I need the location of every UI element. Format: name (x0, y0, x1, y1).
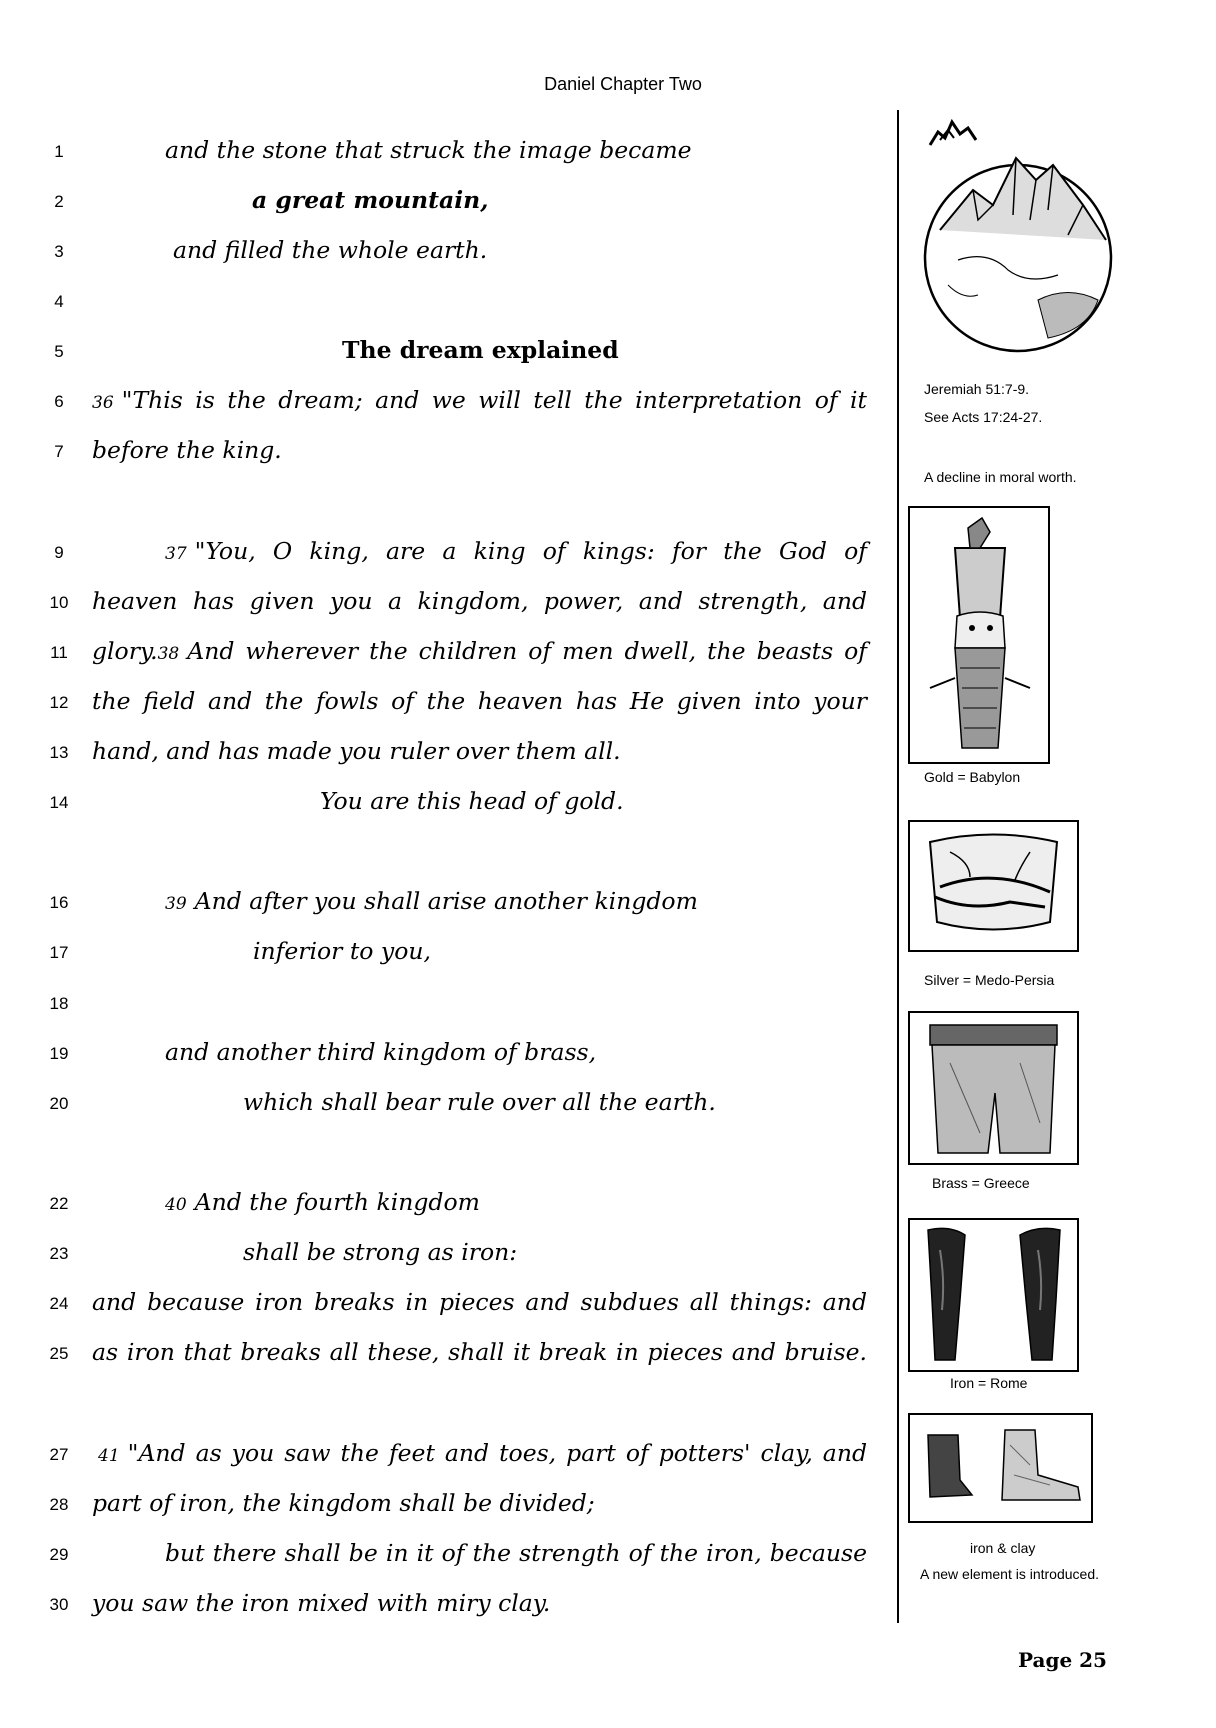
verse-number: 37 (165, 544, 187, 564)
line-text (320, 787, 624, 815)
line-text (92, 1589, 550, 1617)
line-number: 12 (49, 693, 69, 712)
caption-iron: Iron = Rome (950, 1375, 1028, 1391)
line-number: 17 (49, 943, 69, 962)
line-text (165, 537, 867, 565)
line-number: 7 (54, 442, 64, 461)
line-number: 23 (49, 1244, 69, 1263)
verse-number: 38 (157, 644, 180, 664)
verse-text: "You, O king, are a king of kings: for the God of (194, 537, 867, 565)
line-text (92, 386, 867, 414)
line-number: 30 (49, 1595, 69, 1614)
line-text (165, 887, 698, 915)
line-number: 27 (49, 1445, 69, 1464)
verse-text: shall be strong as iron: (243, 1238, 518, 1266)
verse-text: inferior to you, (253, 937, 431, 965)
line-text (243, 1238, 517, 1266)
verse-text: which shall bear rule over all the earth. (243, 1088, 716, 1116)
gold-head-illustration (908, 506, 1050, 764)
line-text (92, 1338, 867, 1366)
line-number: 6 (54, 392, 64, 411)
line-number: 19 (49, 1044, 69, 1063)
line-number: 25 (49, 1344, 69, 1363)
verse-number: 40 (165, 1195, 187, 1215)
verse-text: "And as you saw the feet and toes, part of potters' clay, and (127, 1439, 867, 1467)
line-text (165, 1188, 480, 1216)
line-number: 14 (49, 793, 69, 812)
line-number: 18 (49, 994, 69, 1013)
verse-text: part of iron, the kingdom shall be divided; (92, 1489, 595, 1517)
verse-text: hand, and has made you ruler over them all. (92, 737, 621, 765)
line-number: 2 (54, 192, 64, 211)
verse-text: and the stone that struck the image became (165, 136, 692, 164)
verse-text: and because iron breaks in pieces and subdues all things: and (92, 1288, 867, 1316)
verse-text: The dream explained (342, 336, 619, 364)
sidebar-note: A decline in moral worth. (924, 469, 1077, 485)
line-text (92, 637, 867, 665)
line-number: 24 (49, 1294, 69, 1313)
caption-iron-clay: iron & clay (970, 1540, 1036, 1556)
mountain-globe-illustration (918, 110, 1118, 360)
brass-thighs-illustration (908, 1011, 1079, 1165)
verse-number: 39 (165, 894, 187, 914)
line-text (92, 587, 867, 615)
iron-clay-feet-illustration (908, 1413, 1093, 1523)
verse-text: heaven has given you a kingdom, power, and strength, and (92, 587, 867, 615)
verse-text: and another third kingdom of brass, (165, 1038, 597, 1066)
verse-text: you saw the iron mixed with miry clay. (92, 1589, 551, 1617)
caption-silver: Silver = Medo-Persia (924, 972, 1055, 988)
verse-text: And after you shall arise another kingdom (194, 887, 698, 915)
caption-new-element: A new element is introduced. (920, 1566, 1099, 1582)
line-text (173, 236, 487, 264)
line-number: 13 (49, 743, 69, 762)
line-text (92, 737, 621, 765)
verse-text: And the fourth kingdom (194, 1188, 480, 1216)
line-text (92, 1489, 595, 1517)
line-number: 16 (49, 893, 69, 912)
line-number: 4 (54, 292, 64, 311)
reference-acts: See Acts 17:24-27. (924, 409, 1043, 425)
page-number: Page 25 (1018, 1648, 1107, 1672)
line-text (165, 1539, 867, 1567)
verse-text: You are this head of gold. (320, 787, 624, 815)
line-number: 29 (49, 1545, 69, 1564)
verse-text: but there shall be in it of the strength of the iron, because (165, 1539, 867, 1567)
verse-text: as iron that breaks all these, shall it break in pieces and bruise. (92, 1338, 867, 1366)
verse-text: glory. (92, 637, 158, 665)
line-text (252, 186, 488, 214)
line-text (98, 1439, 867, 1467)
verse-text: the field and the fowls of the heaven has He given into your (92, 687, 867, 715)
line-text (243, 1088, 716, 1116)
line-number: 22 (49, 1194, 69, 1213)
caption-gold: Gold = Babylon (924, 769, 1021, 785)
caption-brass: Brass = Greece (932, 1175, 1030, 1191)
line-number: 20 (49, 1094, 69, 1113)
verse-text: a great mountain, (252, 186, 489, 214)
verse-text: and filled the whole earth. (173, 236, 488, 264)
reference-jeremiah: Jeremiah 51:7-9. (924, 381, 1030, 397)
page-header: Daniel Chapter Two (544, 74, 702, 94)
line-number: 11 (50, 643, 68, 662)
column-divider (897, 110, 899, 1623)
line-number: 1 (54, 142, 64, 161)
line-text (92, 1288, 867, 1316)
line-text (92, 436, 282, 464)
line-text (165, 1038, 596, 1066)
line-number: 5 (54, 342, 64, 361)
line-text (165, 136, 692, 164)
line-number: 10 (49, 593, 69, 612)
verse-text: And wherever the children of men dwell, the beasts of (187, 637, 867, 665)
line-text (92, 687, 867, 715)
line-number: 28 (49, 1495, 69, 1514)
silver-chest-illustration (908, 820, 1079, 952)
verse-text: before the king. (92, 436, 282, 464)
verse-text: "This is the dream; and we will tell the interpretation of it (121, 386, 867, 414)
line-text (253, 937, 431, 965)
verse-number: 36 (92, 393, 114, 413)
line-number: 9 (54, 543, 64, 562)
verse-number: 41 (98, 1446, 120, 1466)
iron-legs-illustration (908, 1218, 1079, 1372)
section-heading (342, 336, 619, 364)
line-number: 3 (54, 242, 64, 261)
